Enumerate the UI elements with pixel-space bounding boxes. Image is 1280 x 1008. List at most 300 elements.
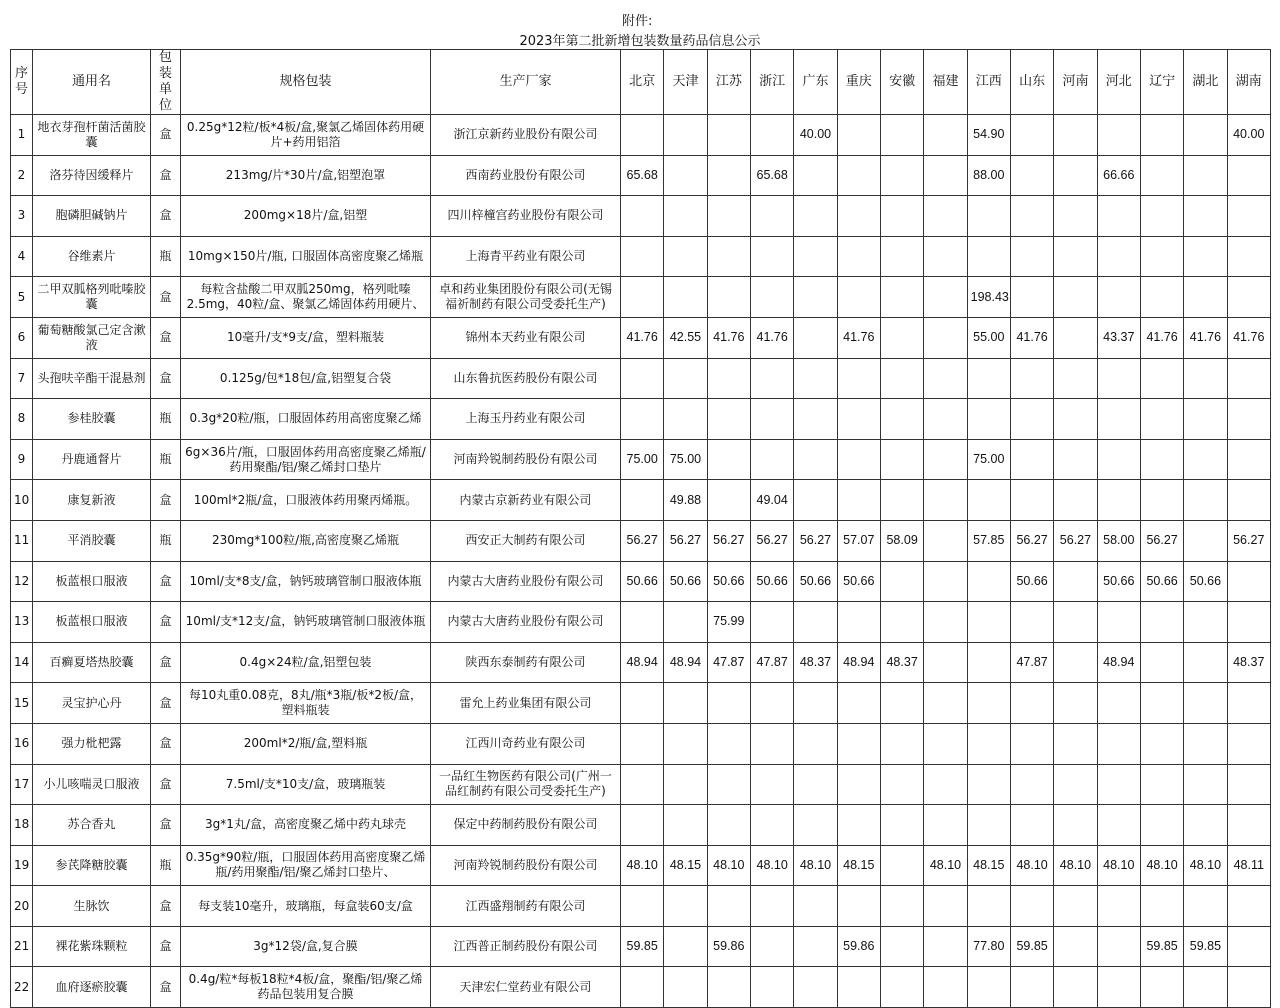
header-province: 北京 — [621, 50, 664, 115]
cell-price: 48.94 — [621, 642, 664, 683]
cell-price — [621, 764, 664, 805]
cell-price — [750, 764, 793, 805]
cell-seq: 18 — [11, 805, 33, 846]
cell-price — [1054, 967, 1097, 1008]
header-province: 江西 — [967, 50, 1010, 115]
header-province: 山东 — [1010, 50, 1053, 115]
cell-price — [750, 723, 793, 764]
cell-price — [1140, 439, 1183, 480]
cell-price: 40.00 — [794, 115, 837, 156]
cell-price — [794, 602, 837, 643]
cell-spec: 0.25g*12粒/板*4板/盒,聚氯乙烯固体药用硬片+药用铝箔 — [181, 115, 431, 156]
cell-price — [1054, 439, 1097, 480]
cell-seq: 12 — [11, 561, 33, 602]
cell-price — [664, 967, 707, 1008]
cell-price — [837, 805, 880, 846]
cell-price — [1227, 196, 1270, 237]
cell-price — [664, 683, 707, 724]
cell-price — [1010, 115, 1053, 156]
cell-price — [1097, 886, 1140, 927]
cell-manufacturer: 保定中药制药股份有限公司 — [431, 805, 621, 846]
cell-price — [1184, 155, 1227, 196]
cell-spec: 每支装10毫升，玻璃瓶，每盒装60支/盒 — [181, 886, 431, 927]
cell-price — [621, 277, 664, 318]
cell-price: 56.27 — [1010, 520, 1053, 561]
cell-price — [1140, 155, 1183, 196]
cell-price — [1227, 723, 1270, 764]
cell-price — [880, 439, 923, 480]
cell-spec: 10ml/支*8支/盒，钠钙玻璃管制口服液体瓶 — [181, 561, 431, 602]
header-province: 广东 — [794, 50, 837, 115]
header-unit: 包装单位 — [151, 50, 181, 115]
cell-price — [707, 723, 750, 764]
cell-price: 41.76 — [707, 317, 750, 358]
cell-price: 59.86 — [837, 926, 880, 967]
cell-manufacturer: 西安正大制药有限公司 — [431, 520, 621, 561]
cell-seq: 4 — [11, 236, 33, 277]
cell-price — [880, 845, 923, 886]
cell-package-unit: 盒 — [151, 561, 181, 602]
cell-package-unit: 盒 — [151, 115, 181, 156]
cell-price — [880, 805, 923, 846]
cell-price — [794, 683, 837, 724]
table-row — [11, 439, 1271, 480]
cell-price — [924, 358, 967, 399]
cell-drug-name: 苏合香丸 — [33, 805, 151, 846]
cell-seq: 9 — [11, 439, 33, 480]
cell-price: 40.00 — [1227, 115, 1270, 156]
cell-price — [924, 764, 967, 805]
cell-price — [1097, 277, 1140, 318]
cell-price — [621, 723, 664, 764]
cell-price — [924, 155, 967, 196]
cell-spec: 10mg×150片/瓶, 口服固体高密度聚乙烯瓶 — [181, 236, 431, 277]
cell-price — [794, 277, 837, 318]
cell-price — [664, 926, 707, 967]
cell-manufacturer: 雷允上药业集团有限公司 — [431, 683, 621, 724]
cell-price: 59.85 — [621, 926, 664, 967]
cell-price — [880, 723, 923, 764]
cell-drug-name: 强力枇杷露 — [33, 723, 151, 764]
cell-price — [924, 967, 967, 1008]
cell-package-unit: 盒 — [151, 317, 181, 358]
cell-price — [967, 561, 1010, 602]
cell-price — [967, 723, 1010, 764]
cell-price — [924, 399, 967, 440]
cell-price — [880, 115, 923, 156]
cell-price: 48.10 — [1054, 845, 1097, 886]
cell-price: 48.37 — [1227, 642, 1270, 683]
cell-price — [664, 764, 707, 805]
cell-price — [1054, 480, 1097, 521]
cell-price — [967, 764, 1010, 805]
cell-price — [794, 480, 837, 521]
cell-price: 56.27 — [794, 520, 837, 561]
cell-price: 65.68 — [750, 155, 793, 196]
cell-price — [837, 602, 880, 643]
cell-price: 50.66 — [1184, 561, 1227, 602]
header-province: 天津 — [664, 50, 707, 115]
cell-price — [621, 602, 664, 643]
cell-price: 57.85 — [967, 520, 1010, 561]
cell-price: 41.76 — [621, 317, 664, 358]
cell-price — [837, 399, 880, 440]
cell-price — [707, 236, 750, 277]
cell-price — [1140, 886, 1183, 927]
table-row — [11, 642, 1271, 683]
attachment-label: 附件: — [622, 14, 653, 29]
cell-price: 48.10 — [1140, 845, 1183, 886]
cell-price — [750, 805, 793, 846]
cell-price — [1097, 967, 1140, 1008]
cell-price — [794, 236, 837, 277]
cell-drug-name: 参桂胶囊 — [33, 399, 151, 440]
cell-price — [750, 886, 793, 927]
cell-manufacturer: 上海青平药业有限公司 — [431, 236, 621, 277]
cell-price — [837, 155, 880, 196]
table-row — [11, 886, 1271, 927]
cell-price — [707, 196, 750, 237]
table-row — [11, 683, 1271, 724]
cell-price — [750, 683, 793, 724]
cell-seq: 1 — [11, 115, 33, 156]
cell-price — [837, 196, 880, 237]
cell-price — [750, 967, 793, 1008]
cell-manufacturer: 锦州本天药业有限公司 — [431, 317, 621, 358]
cell-price — [750, 602, 793, 643]
cell-manufacturer: 卓和药业集团股份有限公司(无锡福祈制药有限公司受委托生产) — [431, 277, 621, 318]
cell-price — [1140, 480, 1183, 521]
cell-price — [967, 805, 1010, 846]
cell-drug-name: 板蓝根口服液 — [33, 602, 151, 643]
cell-package-unit: 盒 — [151, 805, 181, 846]
cell-price: 48.37 — [880, 642, 923, 683]
cell-price — [1054, 805, 1097, 846]
cell-seq: 17 — [11, 764, 33, 805]
cell-drug-name: 胞磷胆碱钠片 — [33, 196, 151, 237]
cell-price: 75.00 — [967, 439, 1010, 480]
cell-price — [1054, 886, 1097, 927]
cell-price — [924, 115, 967, 156]
cell-price — [924, 439, 967, 480]
cell-package-unit: 盒 — [151, 196, 181, 237]
cell-price — [1010, 236, 1053, 277]
cell-drug-name: 丹鹿通督片 — [33, 439, 151, 480]
cell-price: 42.55 — [664, 317, 707, 358]
cell-price: 59.85 — [1010, 926, 1053, 967]
cell-price — [1184, 358, 1227, 399]
cell-package-unit: 盒 — [151, 358, 181, 399]
cell-spec: 0.4g/粒*每板18粒*4板/盒，聚酯/铝/聚乙烯药品包装用复合膜 — [181, 967, 431, 1008]
cell-seq: 22 — [11, 967, 33, 1008]
cell-price: 48.15 — [837, 845, 880, 886]
cell-price — [880, 683, 923, 724]
cell-price: 41.76 — [1010, 317, 1053, 358]
header-province: 河南 — [1054, 50, 1097, 115]
cell-package-unit: 盒 — [151, 764, 181, 805]
cell-price — [1097, 602, 1140, 643]
cell-price — [794, 723, 837, 764]
cell-price — [880, 561, 923, 602]
cell-manufacturer: 一品红生物医药有限公司(广州一品红制药有限公司受委托生产) — [431, 764, 621, 805]
cell-price: 48.94 — [1097, 642, 1140, 683]
cell-price — [1140, 723, 1183, 764]
cell-package-unit: 瓶 — [151, 439, 181, 480]
drug-price-table — [10, 49, 1271, 1008]
table-row — [11, 805, 1271, 846]
cell-price — [794, 764, 837, 805]
table-row — [11, 845, 1271, 886]
cell-price — [880, 358, 923, 399]
cell-price — [1140, 358, 1183, 399]
cell-price — [794, 317, 837, 358]
cell-package-unit: 盒 — [151, 683, 181, 724]
cell-price — [1054, 683, 1097, 724]
cell-price — [621, 480, 664, 521]
cell-price — [664, 886, 707, 927]
cell-price — [1184, 196, 1227, 237]
cell-price — [750, 236, 793, 277]
table-row — [11, 480, 1271, 521]
cell-spec: 0.4g×24粒/盒,铝塑包装 — [181, 642, 431, 683]
cell-price — [1054, 358, 1097, 399]
cell-price: 48.10 — [794, 845, 837, 886]
cell-price: 56.27 — [750, 520, 793, 561]
cell-package-unit: 盒 — [151, 967, 181, 1008]
table-row — [11, 196, 1271, 237]
header-province: 福建 — [924, 50, 967, 115]
cell-seq: 19 — [11, 845, 33, 886]
cell-price — [967, 196, 1010, 237]
cell-package-unit: 盒 — [151, 480, 181, 521]
cell-drug-name: 生脉饮 — [33, 886, 151, 927]
table-row — [11, 561, 1271, 602]
cell-manufacturer: 四川梓橦宫药业股份有限公司 — [431, 196, 621, 237]
cell-price — [664, 723, 707, 764]
cell-price — [794, 358, 837, 399]
cell-price — [1010, 196, 1053, 237]
cell-price — [664, 805, 707, 846]
header-province: 湖南 — [1227, 50, 1270, 115]
cell-price — [664, 358, 707, 399]
cell-price — [1184, 439, 1227, 480]
cell-price — [1097, 236, 1140, 277]
cell-price — [880, 926, 923, 967]
cell-price: 50.66 — [664, 561, 707, 602]
cell-drug-name: 洛芬待因缓释片 — [33, 155, 151, 196]
cell-price — [1184, 399, 1227, 440]
cell-price — [837, 764, 880, 805]
cell-price — [967, 358, 1010, 399]
cell-manufacturer: 陕西东泰制药有限公司 — [431, 642, 621, 683]
cell-price — [924, 602, 967, 643]
cell-price — [1227, 480, 1270, 521]
cell-price — [1010, 683, 1053, 724]
cell-price: 75.99 — [707, 602, 750, 643]
cell-price: 75.00 — [621, 439, 664, 480]
cell-price — [1184, 967, 1227, 1008]
cell-price — [621, 358, 664, 399]
cell-price — [664, 277, 707, 318]
cell-manufacturer: 河南羚锐制药股份有限公司 — [431, 845, 621, 886]
cell-price: 41.76 — [837, 317, 880, 358]
table-row — [11, 155, 1271, 196]
cell-price: 50.66 — [794, 561, 837, 602]
cell-price — [837, 439, 880, 480]
cell-price — [924, 561, 967, 602]
cell-manufacturer: 内蒙古大唐药业股份有限公司 — [431, 561, 621, 602]
cell-package-unit: 盒 — [151, 602, 181, 643]
cell-price — [837, 277, 880, 318]
cell-price — [794, 196, 837, 237]
cell-price — [924, 277, 967, 318]
cell-price — [924, 926, 967, 967]
table-body — [11, 115, 1271, 1008]
cell-drug-name: 头孢呋辛酯干混悬剂 — [33, 358, 151, 399]
cell-price — [1054, 399, 1097, 440]
cell-price — [1097, 764, 1140, 805]
table-row — [11, 764, 1271, 805]
cell-price — [664, 196, 707, 237]
cell-price: 56.27 — [707, 520, 750, 561]
cell-seq: 21 — [11, 926, 33, 967]
cell-price — [1140, 236, 1183, 277]
cell-spec: 10ml/支*12支/盒，钠钙玻璃管制口服液体瓶 — [181, 602, 431, 643]
cell-price — [1010, 399, 1053, 440]
cell-spec: 200mg×18片/盒,铝塑 — [181, 196, 431, 237]
table-row — [11, 602, 1271, 643]
cell-price: 48.94 — [664, 642, 707, 683]
header-seq: 序号 — [11, 50, 33, 115]
cell-price — [794, 926, 837, 967]
cell-drug-name: 地衣芽孢杆菌活菌胶囊 — [33, 115, 151, 156]
cell-drug-name: 康复新液 — [33, 480, 151, 521]
cell-price: 48.37 — [794, 642, 837, 683]
cell-price — [967, 967, 1010, 1008]
cell-price — [1184, 236, 1227, 277]
cell-price — [707, 115, 750, 156]
cell-price — [880, 155, 923, 196]
cell-spec: 10毫升/支*9支/盒，塑料瓶装 — [181, 317, 431, 358]
cell-price — [1227, 764, 1270, 805]
cell-price — [837, 723, 880, 764]
cell-price — [664, 155, 707, 196]
cell-package-unit: 盒 — [151, 155, 181, 196]
cell-price — [1010, 805, 1053, 846]
cell-price — [1010, 886, 1053, 927]
cell-price — [1140, 277, 1183, 318]
cell-price — [1227, 886, 1270, 927]
cell-price — [880, 764, 923, 805]
cell-price — [967, 683, 1010, 724]
cell-price: 43.37 — [1097, 317, 1140, 358]
cell-package-unit: 瓶 — [151, 399, 181, 440]
cell-price — [707, 886, 750, 927]
cell-manufacturer: 天津宏仁堂药业有限公司 — [431, 967, 621, 1008]
cell-seq: 10 — [11, 480, 33, 521]
cell-price — [880, 196, 923, 237]
cell-price — [880, 317, 923, 358]
cell-price: 56.27 — [621, 520, 664, 561]
cell-price — [1054, 115, 1097, 156]
cell-price — [967, 236, 1010, 277]
cell-price — [1227, 358, 1270, 399]
cell-drug-name: 小儿咳喘灵口服液 — [33, 764, 151, 805]
cell-price — [924, 723, 967, 764]
cell-price: 48.11 — [1227, 845, 1270, 886]
cell-spec: 3g*1丸/盒，高密度聚乙烯中药丸球壳 — [181, 805, 431, 846]
cell-price — [1010, 155, 1053, 196]
cell-price — [664, 399, 707, 440]
cell-price: 47.87 — [707, 642, 750, 683]
cell-price — [621, 236, 664, 277]
table-row — [11, 236, 1271, 277]
cell-manufacturer: 浙江京新药业股份有限公司 — [431, 115, 621, 156]
cell-price — [1184, 277, 1227, 318]
cell-price — [1227, 439, 1270, 480]
cell-price — [880, 967, 923, 1008]
cell-price — [1054, 764, 1097, 805]
cell-price — [1054, 602, 1097, 643]
cell-price — [1184, 723, 1227, 764]
cell-price: 48.10 — [924, 845, 967, 886]
cell-price — [1184, 115, 1227, 156]
header-province: 河北 — [1097, 50, 1140, 115]
cell-price — [1140, 196, 1183, 237]
cell-spec: 0.125g/包*18包/盒,铝塑复合袋 — [181, 358, 431, 399]
cell-price — [1097, 683, 1140, 724]
cell-price — [664, 115, 707, 156]
cell-drug-name: 葡萄糖酸氯己定含漱液 — [33, 317, 151, 358]
cell-price: 88.00 — [967, 155, 1010, 196]
cell-seq: 11 — [11, 520, 33, 561]
cell-price: 77.80 — [967, 926, 1010, 967]
cell-price — [967, 642, 1010, 683]
cell-price — [621, 805, 664, 846]
cell-price — [1227, 967, 1270, 1008]
table-row — [11, 358, 1271, 399]
cell-price — [750, 196, 793, 237]
cell-price: 48.15 — [967, 845, 1010, 886]
cell-price — [1227, 236, 1270, 277]
cell-price — [750, 926, 793, 967]
cell-price — [967, 886, 1010, 927]
cell-price: 50.66 — [750, 561, 793, 602]
cell-price — [1227, 399, 1270, 440]
cell-price — [750, 115, 793, 156]
cell-price — [1140, 642, 1183, 683]
cell-price: 65.68 — [621, 155, 664, 196]
cell-price: 50.66 — [1140, 561, 1183, 602]
cell-price — [1227, 277, 1270, 318]
cell-seq: 13 — [11, 602, 33, 643]
header-province: 江苏 — [707, 50, 750, 115]
cell-price — [880, 399, 923, 440]
cell-price: 48.10 — [707, 845, 750, 886]
cell-price: 59.86 — [707, 926, 750, 967]
cell-price — [1010, 764, 1053, 805]
cell-seq: 15 — [11, 683, 33, 724]
cell-price: 41.76 — [1140, 317, 1183, 358]
cell-price: 48.10 — [621, 845, 664, 886]
table-row — [11, 317, 1271, 358]
cell-price — [707, 683, 750, 724]
cell-manufacturer: 江西川奇药业有限公司 — [431, 723, 621, 764]
cell-price — [1010, 277, 1053, 318]
cell-price — [1097, 723, 1140, 764]
cell-price — [794, 439, 837, 480]
cell-price — [1097, 196, 1140, 237]
